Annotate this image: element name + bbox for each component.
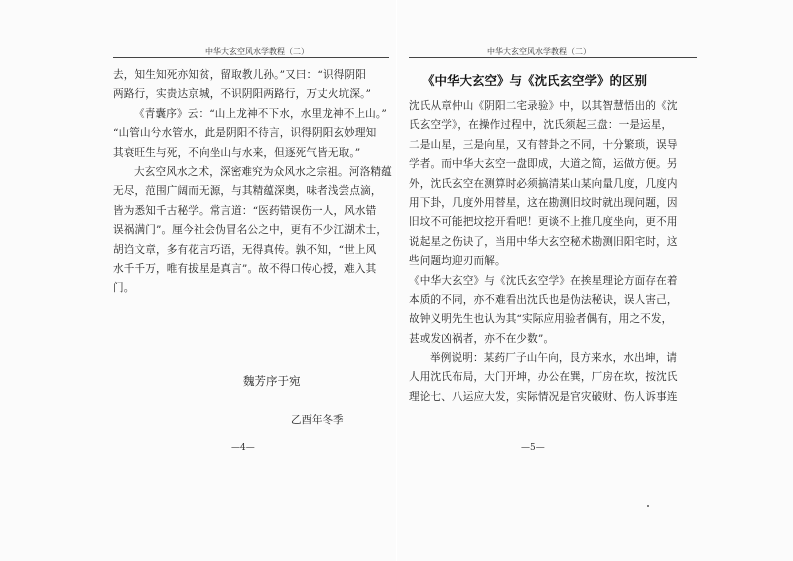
text-line: 门。 bbox=[113, 282, 135, 295]
text-line: 外，沈氏玄空在测算时必须搞清某山某向量几度，几度内 bbox=[409, 177, 678, 190]
text-line: 举例说明：某药厂子山午向，艮方来水，水出坤，请 bbox=[430, 352, 678, 365]
text-line: 两路行，实贵达京城，不识阴阳两路行，万丈火坑深。” bbox=[113, 88, 372, 101]
text-line: 说起星之伤诀了，当用中华大玄空秘术勘测旧阳宅时，这 bbox=[409, 235, 678, 248]
scan-speck bbox=[647, 505, 649, 507]
text-line: 其衰旺生与死，不向坐山与水来，但逐死气皆无取。” bbox=[113, 146, 361, 159]
text-line: 故钟义明先生也认为其“实际应用验者偶有，用之不发， bbox=[409, 313, 673, 326]
text-line: 皆为悉知千古秘学。常言道：“医药错误伤一人，风水错 bbox=[113, 204, 377, 217]
text-line: 人用沈氏布局，大门开坤，办公在巽，厂房在坎，按沈氏 bbox=[409, 371, 678, 384]
body-text bbox=[409, 97, 699, 407]
text-line: 旧坟不可能把坟挖开看吧！更谈不上推几度坐向，更不用 bbox=[409, 216, 678, 229]
text-line: 水千千万，唯有拔星是真言”。故不得口传心授，难入其 bbox=[113, 262, 377, 275]
running-header: 中华大玄空风水学教程（二） bbox=[487, 47, 591, 56]
text-line: 胡诌文章，多有花言巧语，无得真传。孰不知，“世上风 bbox=[113, 243, 377, 256]
text-line: 用下卦，几度外用替星，这在勘测旧坟时就出现问题，因 bbox=[409, 196, 678, 209]
text-line: 《中华大玄空》与《沈氏玄空学》在挨星理论方面存在着 bbox=[409, 274, 678, 287]
page-number: —5— bbox=[521, 443, 545, 453]
header-rule bbox=[113, 57, 389, 58]
running-header: 中华大玄空风水学教程（二） bbox=[205, 47, 309, 56]
text-line: 理论七、八运应大发，实际情况是官灾破财、伤人诉事连 bbox=[409, 390, 678, 403]
signature-date: 乙酉年冬季 bbox=[291, 414, 344, 426]
text-line: 些问题均迎刃而解。 bbox=[409, 255, 506, 268]
text-line: 沈氏从章仲山《阴阳二宅录验》中，以其智慧悟出的《沈 bbox=[409, 100, 678, 112]
section-title: 《中华大玄空》与《沈氏玄空学》的区别 bbox=[422, 73, 648, 88]
text-line: 去，知生知死亦知贫，留取教儿孙。”又曰：“识得阴阳 bbox=[113, 69, 366, 81]
text-line: 误祸满门”。厘今社会伪冒名公之中，更有不少江湖术士， bbox=[113, 224, 388, 237]
text-line: 二是山星，三是向星，又有替卦之不同，十分繁琐，误导 bbox=[409, 138, 678, 151]
right-page bbox=[397, 0, 793, 561]
text-line: 大玄空风水之术，深密难究为众风水之宗祖。河洛精蕴 bbox=[134, 165, 392, 178]
text-line: 甚或发凶祸者，亦不在少数”。 bbox=[409, 332, 555, 345]
page-number: —4— bbox=[231, 443, 255, 453]
text-line: 学者。而中华大玄空一盘即成，大道之简，运做方便。另 bbox=[409, 158, 678, 171]
text-line: 氏玄空学》，在操作过程中，沈氏须起三盘：一是运星， bbox=[409, 119, 673, 132]
left-page bbox=[0, 0, 396, 561]
text-line: “山管山兮水管水，此是阴阳不待言，识得阴阳玄妙理知 bbox=[113, 127, 377, 140]
text-line: 本质的不同，亦不难看出沈氏也是伪法秘诀，误人害己， bbox=[409, 293, 678, 306]
body-text bbox=[113, 66, 391, 299]
signature-author: 魏芳序于宛 bbox=[243, 374, 301, 388]
text-line: 无尽，范围广阔而无源，与其精蕴深奥，味者浅尝点滴， bbox=[113, 185, 382, 198]
header-rule bbox=[409, 57, 697, 58]
text-line: 《青囊序》云：“山上龙神不下水，水里龙神不上山。” bbox=[134, 107, 387, 120]
